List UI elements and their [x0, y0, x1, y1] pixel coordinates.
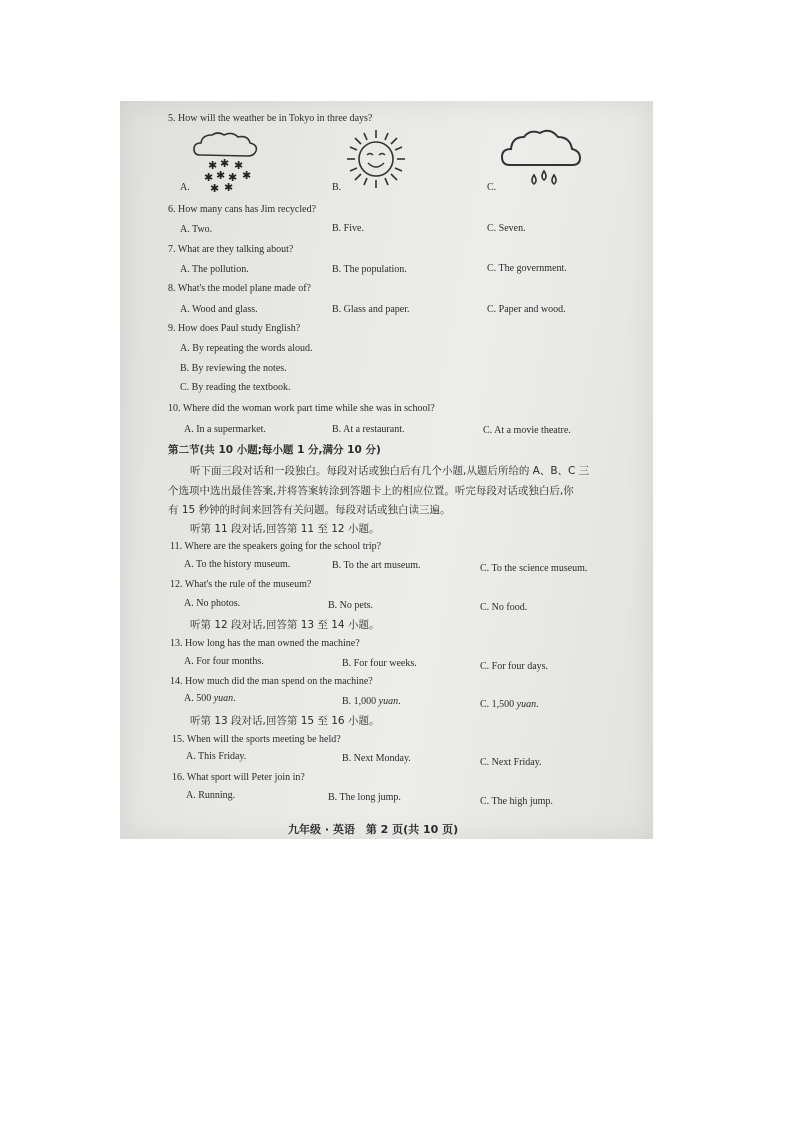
q7-option-a: A. The pollution. [180, 264, 249, 275]
question-16: 16. What sport will Peter join in? [172, 772, 305, 783]
q16-option-c: C. The high jump. [480, 796, 553, 807]
question-13: 13. How long has the man owned the machine? [170, 638, 360, 649]
q16-option-b: B. The long jump. [328, 792, 401, 803]
snow-cloud-icon [190, 129, 262, 195]
q7-option-b: B. The population. [332, 264, 407, 275]
q13-option-c: C. For four days. [480, 661, 549, 672]
q12-option-a: A. No photos. [184, 598, 241, 609]
q6-option-a: A. Two. [180, 224, 213, 235]
q9-option-c: C. By reading the textbook. [180, 382, 291, 393]
section-2-instruction-2: 个选项中选出最佳答案,并将答案转涂到答题卡上的相应位置。听完每段对话或独白后,你 [168, 485, 574, 497]
question-6: 6. How many cans has Jim recycled? [168, 204, 317, 215]
q5-option-c: C. [487, 182, 497, 193]
q12-option-b: B. No pets. [328, 600, 373, 611]
question-12: 12. What's the rule of the museum? [170, 579, 312, 590]
q10-option-c: C. At a movie theatre. [483, 425, 571, 436]
q7-option-c: C. The government. [487, 263, 567, 274]
q14-option-a: A. 500 yuan. [184, 693, 236, 704]
section-2-instruction-1: 听下面三段对话和一段独白。每段对话或独白后有几个小题,从题后所给的 A、B、C 三 [190, 465, 590, 477]
q8-option-a: A. Wood and glass. [180, 304, 258, 315]
svg-text:✱: ✱ [216, 169, 226, 182]
q5-option-b: B. [332, 182, 342, 193]
svg-text:✱: ✱ [204, 171, 214, 184]
sun-icon [344, 127, 408, 191]
svg-text:✱: ✱ [208, 159, 218, 172]
q5-option-a: A. [180, 182, 190, 193]
q8-option-c: C. Paper and wood. [487, 304, 566, 315]
exam-page-photo [120, 101, 653, 839]
svg-text:✱: ✱ [228, 171, 238, 184]
q11-option-c: C. To the science museum. [480, 563, 588, 574]
svg-text:✱: ✱ [210, 182, 220, 195]
question-10: 10. Where did the woman work part time while she was in school? [168, 403, 435, 414]
q6-option-b: B. Five. [332, 223, 364, 234]
q8-option-b: B. Glass and paper. [332, 304, 410, 315]
dialog-11-instruction: 听第 11 段对话,回答第 11 至 12 小题。 [190, 523, 380, 535]
q15-option-c: C. Next Friday. [480, 757, 542, 768]
q15-option-a: A. This Friday. [186, 751, 247, 762]
dialog-12-instruction: 听第 12 段对话,回答第 13 至 14 小题。 [190, 619, 380, 631]
q10-option-a: A. In a supermarket. [184, 424, 266, 435]
q16-option-a: A. Running. [186, 790, 236, 801]
q9-option-b: B. By reviewing the notes. [180, 363, 287, 374]
question-14: 14. How much did the man spend on the machine? [170, 676, 373, 687]
question-8: 8. What's the model plane made of? [168, 283, 311, 294]
q15-option-b: B. Next Monday. [342, 753, 411, 764]
q14-option-c: C. 1,500 yuan. [480, 699, 539, 710]
page-footer: 九年级 · 英语 第 2 页(共 10 页) [288, 823, 459, 836]
question-7: 7. What are they talking about? [168, 244, 294, 255]
question-9: 9. How does Paul study English? [168, 323, 301, 334]
question-11: 11. Where are the speakers going for the school trip? [170, 541, 382, 552]
q6-option-c: C. Seven. [487, 223, 526, 234]
question-5: 5. How will the weather be in Tokyo in three days? [168, 113, 373, 124]
section-2-instruction-3: 有 15 秒钟的时间来回答有关问题。每段对话或独白读三遍。 [168, 504, 451, 516]
svg-text:✱: ✱ [224, 181, 234, 194]
rain-cloud-icon [498, 125, 584, 195]
svg-text:✱: ✱ [220, 157, 230, 170]
q12-option-c: C. No food. [480, 602, 528, 613]
q14-option-b: B. 1,000 yuan. [342, 696, 401, 707]
question-15: 15. When will the sports meeting be held? [172, 734, 341, 745]
q9-option-a: A. By repeating the words aloud. [180, 343, 313, 354]
q10-option-b: B. At a restaurant. [332, 424, 405, 435]
dialog-13-instruction: 听第 13 段对话,回答第 15 至 16 小题。 [190, 715, 380, 727]
q11-option-b: B. To the art museum. [332, 560, 421, 571]
svg-text:✱: ✱ [242, 169, 252, 182]
svg-text:✱: ✱ [234, 159, 244, 172]
q13-option-a: A. For four months. [184, 656, 264, 667]
q13-option-b: B. For four weeks. [342, 658, 417, 669]
q11-option-a: A. To the history museum. [184, 559, 291, 570]
section-2-heading: 第二节(共 10 小题;每小题 1 分,满分 10 分) [168, 444, 381, 456]
